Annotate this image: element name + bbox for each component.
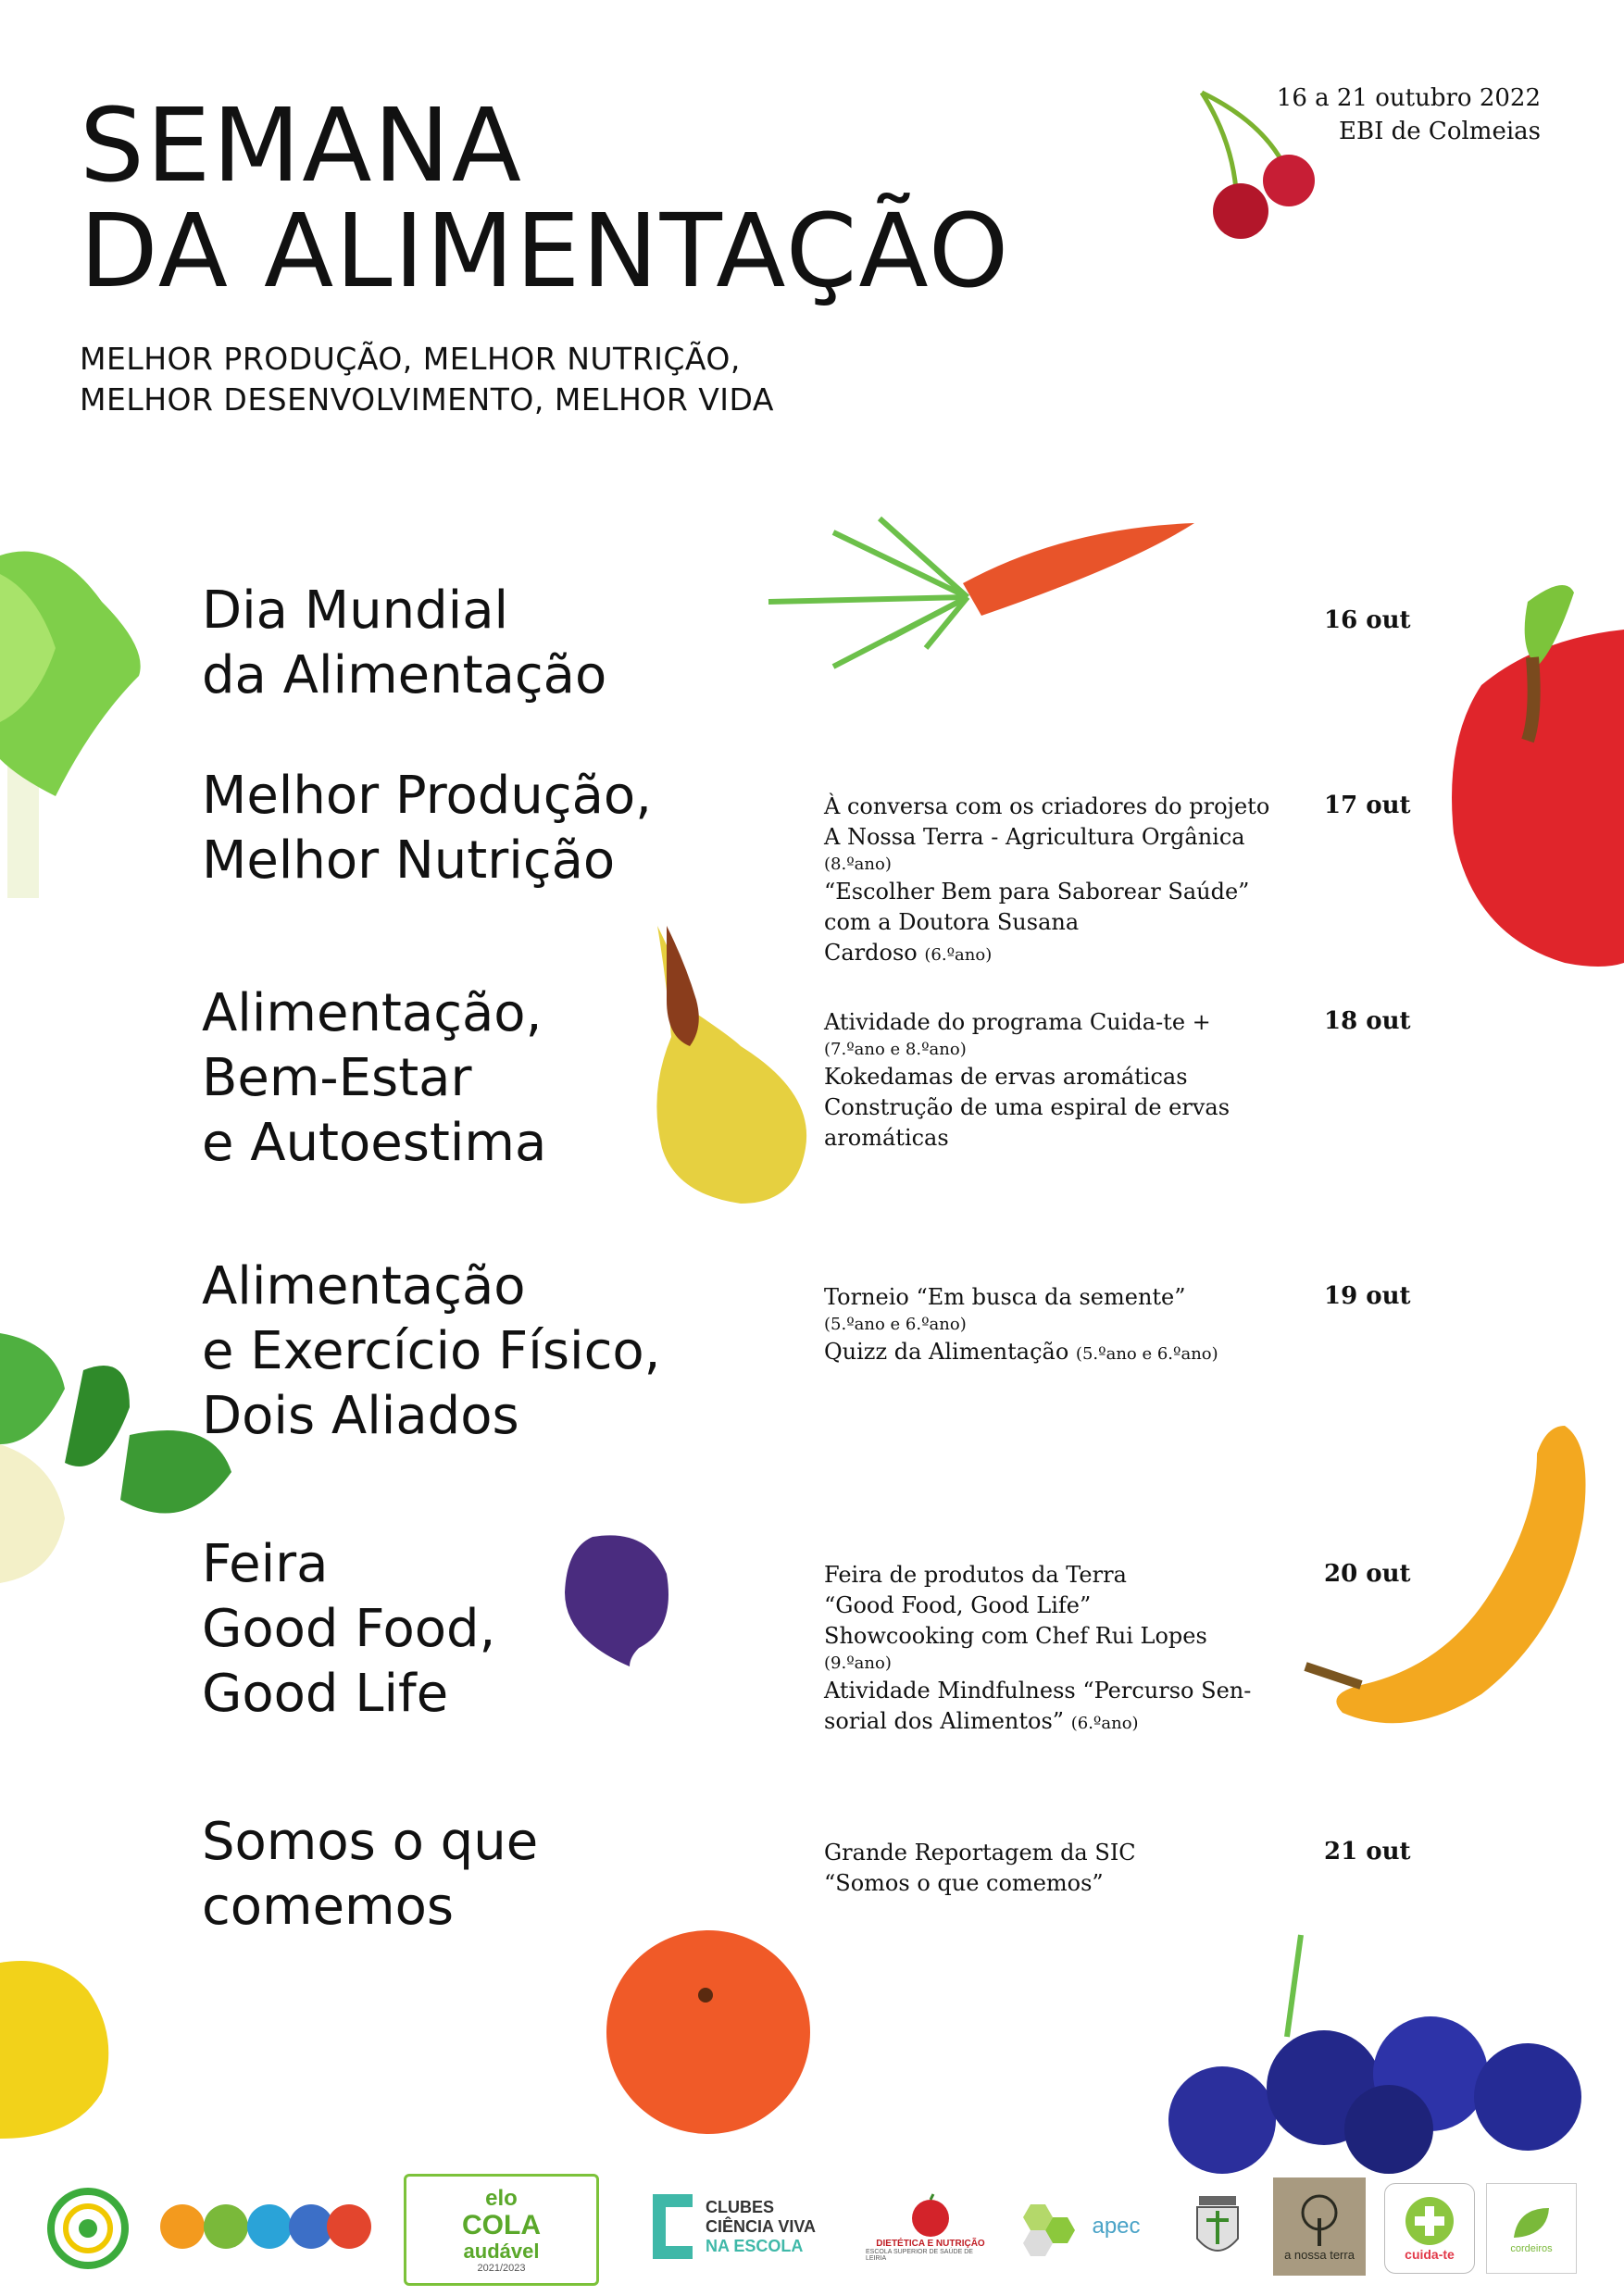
page-title <box>80 86 1011 310</box>
lemon-icon <box>0 1961 108 2139</box>
section-title-line: Good Food, <box>202 1599 496 1659</box>
cuida-te-logo <box>1384 2183 1475 2274</box>
section-date-3: 18 out <box>1324 1007 1411 1035</box>
apec-logo <box>1005 2194 1148 2259</box>
desc-line: “Somos o que comemos” <box>824 1870 1104 1896</box>
title-line-2: DA ALIMENTAÇÃO <box>80 192 1011 310</box>
section-title-line: Melhor Produção, <box>202 766 652 826</box>
section-title-line: Bem-Estar <box>202 1048 472 1108</box>
section-title-line: Dois Aliados <box>202 1386 519 1446</box>
section-date-4: 19 out <box>1324 1282 1411 1310</box>
desc-line: “Escolher Bem para Saborear Saúde” <box>824 879 1250 905</box>
eco-circle-icon <box>46 2187 130 2270</box>
cordeiros-text: cordeiros <box>1510 2243 1553 2254</box>
section-title-line: Alimentação, <box>202 983 543 1043</box>
desc-line: Atividade Mindfulness “Percurso Sen- <box>824 1678 1252 1703</box>
section-date-1: 16 out <box>1324 606 1411 634</box>
desc-line: Construção de uma espiral de ervas <box>824 1094 1230 1120</box>
desc-grade: (6.ºano) <box>1070 1714 1139 1733</box>
section-date-5: 20 out <box>1324 1560 1411 1588</box>
section-date-6: 21 out <box>1324 1838 1411 1866</box>
eco-school-logo <box>46 2187 130 2270</box>
selo-text: COLA <box>462 2209 541 2240</box>
dietetica-text: DIETÉTICA E NUTRIÇÃO <box>876 2238 985 2249</box>
desc-line: aromáticas <box>824 1125 949 1151</box>
event-school: EBI de Colmeias <box>1339 118 1541 145</box>
desc-line: Grande Reportagem da SIC <box>824 1840 1136 1866</box>
desc-line: “Good Food, Good Life” <box>824 1592 1092 1618</box>
desc-line: À conversa com os criadores do projeto <box>824 793 1270 819</box>
subtitle-line-1: MELHOR PRODUÇÃO, MELHOR NUTRIÇÃO, <box>80 341 741 377</box>
subtitle <box>80 339 774 420</box>
clubes-text: NA ESCOLA <box>706 2236 804 2255</box>
dietetica-sub-text: ESCOLA SUPERIOR DE SAÚDE DE LEIRIA <box>866 2248 973 2262</box>
cordeiros-logo <box>1486 2183 1577 2274</box>
desc-line: com a Doutora Susana <box>824 909 1080 935</box>
title-line-1: SEMANA <box>80 86 524 205</box>
clubes-text: CIÊNCIA VIVA <box>706 2216 817 2236</box>
health-icons-logo <box>159 2194 372 2259</box>
section-desc-4 <box>824 1282 1296 1369</box>
leaf-icon <box>1508 2202 1555 2243</box>
section-title-line: e Exercício Físico, <box>202 1321 661 1381</box>
section-title-line: comemos <box>202 1877 455 1937</box>
health-circles-icon <box>159 2194 372 2259</box>
desc-line: Showcooking com Chef Rui Lopes <box>824 1623 1207 1649</box>
crest-icon <box>1190 2192 1245 2265</box>
apple-logo-icon <box>907 2192 954 2239</box>
section-title-line: Good Life <box>202 1664 449 1724</box>
section-desc-3 <box>824 1007 1296 1154</box>
clubes-ciencia-viva-logo <box>648 2185 824 2268</box>
desc-line: Torneio “Em busca da semente” <box>824 1284 1186 1310</box>
section-title-5 <box>202 1532 495 1727</box>
section-desc-5 <box>824 1560 1296 1739</box>
selo-years: 2021/2023 <box>477 2262 526 2274</box>
leek-icon <box>0 552 141 898</box>
section-title-line: Alimentação <box>202 1256 526 1316</box>
selo-text: elo <box>485 2185 518 2211</box>
section-title-line: Melhor Nutrição <box>202 830 616 891</box>
event-meta <box>1277 81 1541 148</box>
green-cross-icon <box>1404 2195 1455 2247</box>
pear-icon <box>656 926 806 1204</box>
subtitle-line-2: MELHOR DESENVOLVIMENTO, MELHOR VIDA <box>80 381 774 418</box>
dietetica-nutricao-logo <box>866 2176 995 2277</box>
section-title-1 <box>202 579 606 708</box>
apple-icon <box>1452 585 1624 967</box>
c-shape-icon <box>648 2193 696 2260</box>
desc-grade: (8.ºano) <box>824 855 892 874</box>
selo-text: audável <box>463 2239 540 2263</box>
selo-escola-saudavel-logo <box>404 2174 599 2286</box>
desc-line: A Nossa Terra - Agricultura Orgânica <box>824 824 1245 850</box>
section-title-3 <box>202 981 546 1176</box>
desc-grade: (9.ºano) <box>824 1653 892 1673</box>
nossa-terra-text: a nossa terra <box>1284 2247 1355 2262</box>
tree-icon <box>1292 2192 1347 2248</box>
desc-grade: (5.ºano e 6.ºano) <box>1075 1344 1218 1364</box>
grapes-icon <box>1168 1935 1581 2174</box>
section-title-4 <box>202 1254 660 1449</box>
section-desc-6 <box>824 1838 1296 1899</box>
desc-line: Kokedamas de ervas aromáticas <box>824 1064 1188 1090</box>
apec-text: apec <box>1092 2214 1141 2239</box>
clubes-text: CLUBES <box>706 2197 775 2216</box>
section-title-6 <box>202 1810 538 1940</box>
carrot-icon <box>768 518 1194 667</box>
orange-icon <box>606 1930 810 2134</box>
desc-grade: (7.ºano e 8.ºano) <box>824 1040 967 1059</box>
cuida-te-text: cuida-te <box>1405 2247 1455 2262</box>
fig-icon <box>565 1535 668 1666</box>
turnip-icon <box>0 1333 231 1583</box>
a-nossa-terra-logo <box>1273 2177 1366 2276</box>
section-date-2: 17 out <box>1324 792 1411 819</box>
desc-line: Atividade do programa Cuida-te + <box>824 1009 1211 1035</box>
event-dates: 16 a 21 outubro 2022 <box>1276 84 1541 112</box>
partner-logos <box>0 2157 1624 2296</box>
desc-grade: (5.ºano e 6.ºano) <box>824 1315 967 1334</box>
section-title-2 <box>202 764 652 893</box>
section-title-line: Somos o que <box>202 1812 539 1872</box>
section-title-line: e Autoestima <box>202 1113 547 1173</box>
section-title-line: Feira <box>202 1534 329 1594</box>
desc-line: Quizz da Alimentação <box>824 1339 1069 1365</box>
hexagons-icon <box>1012 2197 1086 2256</box>
section-title-line: da Alimentação <box>202 645 607 705</box>
desc-line: sorial dos Alimentos” <box>824 1708 1065 1734</box>
desc-line: Cardoso <box>824 940 918 966</box>
desc-line: Feira de produtos da Terra <box>824 1562 1127 1588</box>
section-desc-2 <box>824 792 1296 970</box>
municipality-crest-logo <box>1190 2192 1245 2265</box>
desc-grade: (6.ºano) <box>924 945 993 965</box>
section-title-line: Dia Mundial <box>202 580 509 641</box>
